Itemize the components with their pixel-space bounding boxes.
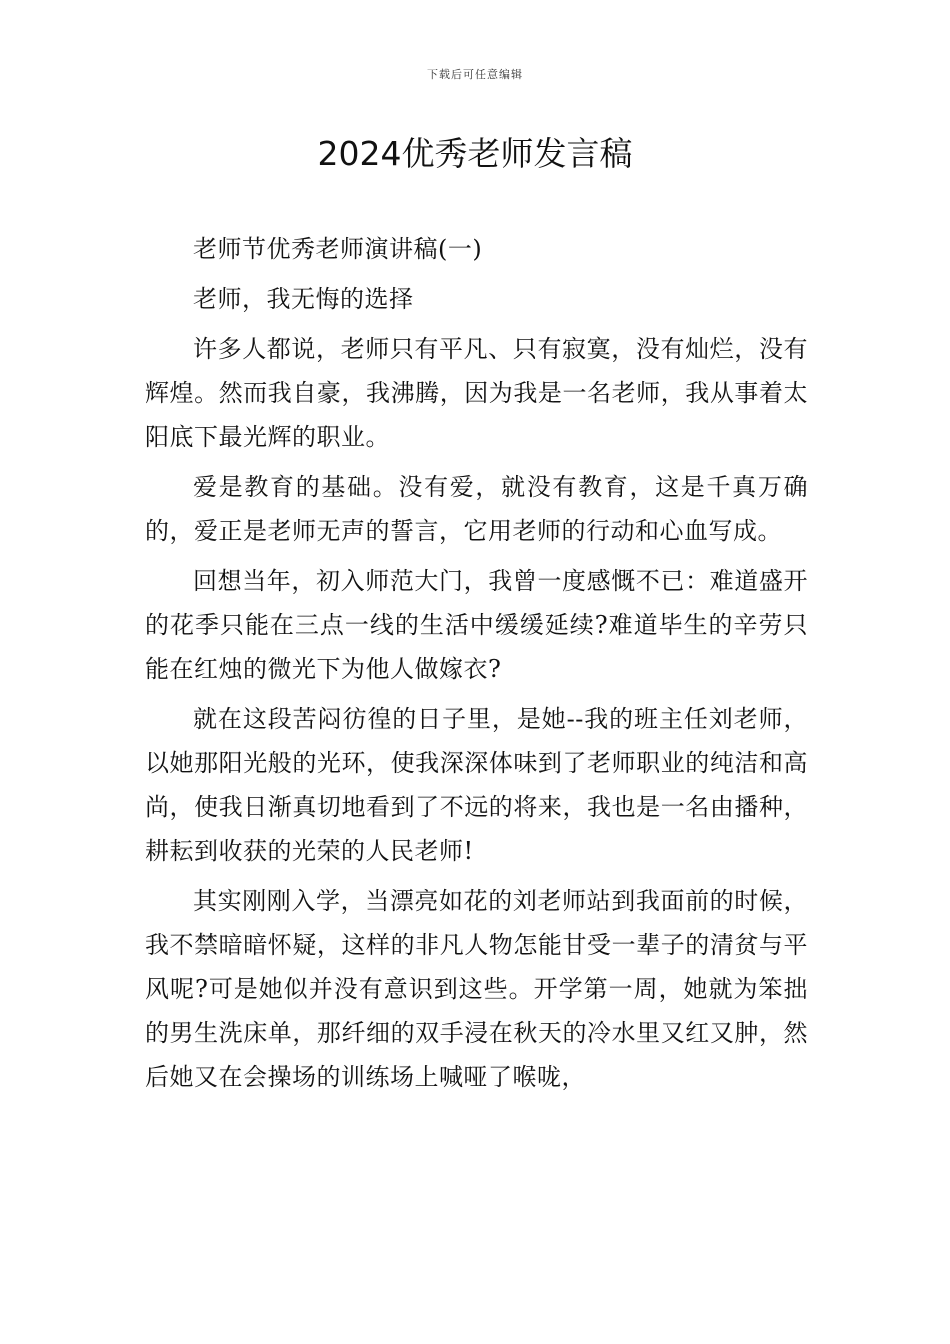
paragraph: 许多人都说，老师只有平凡、只有寂寞，没有灿烂，没有辉煌。然而我自豪，我沸腾，因为我是一名老师，我从事着太阳底下最光辉的职业。 <box>145 335 808 451</box>
document-body <box>145 227 808 1105</box>
header-note: 下载后可任意编辑 <box>427 68 523 81</box>
paragraph: 爱是教育的基础。没有爱，就没有教育，这是千真万确的，爱正是老师无声的誓言，它用老师的行动和心血写成。 <box>145 473 808 545</box>
paragraph: 其实刚刚入学，当漂亮如花的刘老师站到我面前的时候，我不禁暗暗怀疑，这样的非凡人物怎能甘受一辈子的清贫与平风呢?可是她似并没有意识到这些。开学第一周，她就为笨拙的男生洗床单，那纤细的双手浸在秋天的冷水里又红又肿，然后她又在会操场的训练场上喊哑了喉咙， <box>145 887 808 1091</box>
paragraph-heading: 老师，我无悔的选择 <box>193 285 414 313</box>
paragraph-subtitle: 老师节优秀老师演讲稿(一) <box>193 235 483 263</box>
paragraph: 就在这段苦闷彷徨的日子里，是她--我的班主任刘老师，以她那阳光般的光环，使我深深体味到了老师职业的纯洁和高尚，使我日渐真切地看到了不远的将来，我也是一名由播种，耕耘到收获的光荣的人民老师! <box>145 705 808 865</box>
paragraph: 回想当年，初入师范大门，我曾一度感慨不已：难道盛开的花季只能在三点一线的生活中缓缓延续?难道毕生的辛劳只能在红烛的微光下为他人做嫁衣? <box>145 567 808 683</box>
document-title: 2024优秀老师发言稿 <box>317 134 633 173</box>
